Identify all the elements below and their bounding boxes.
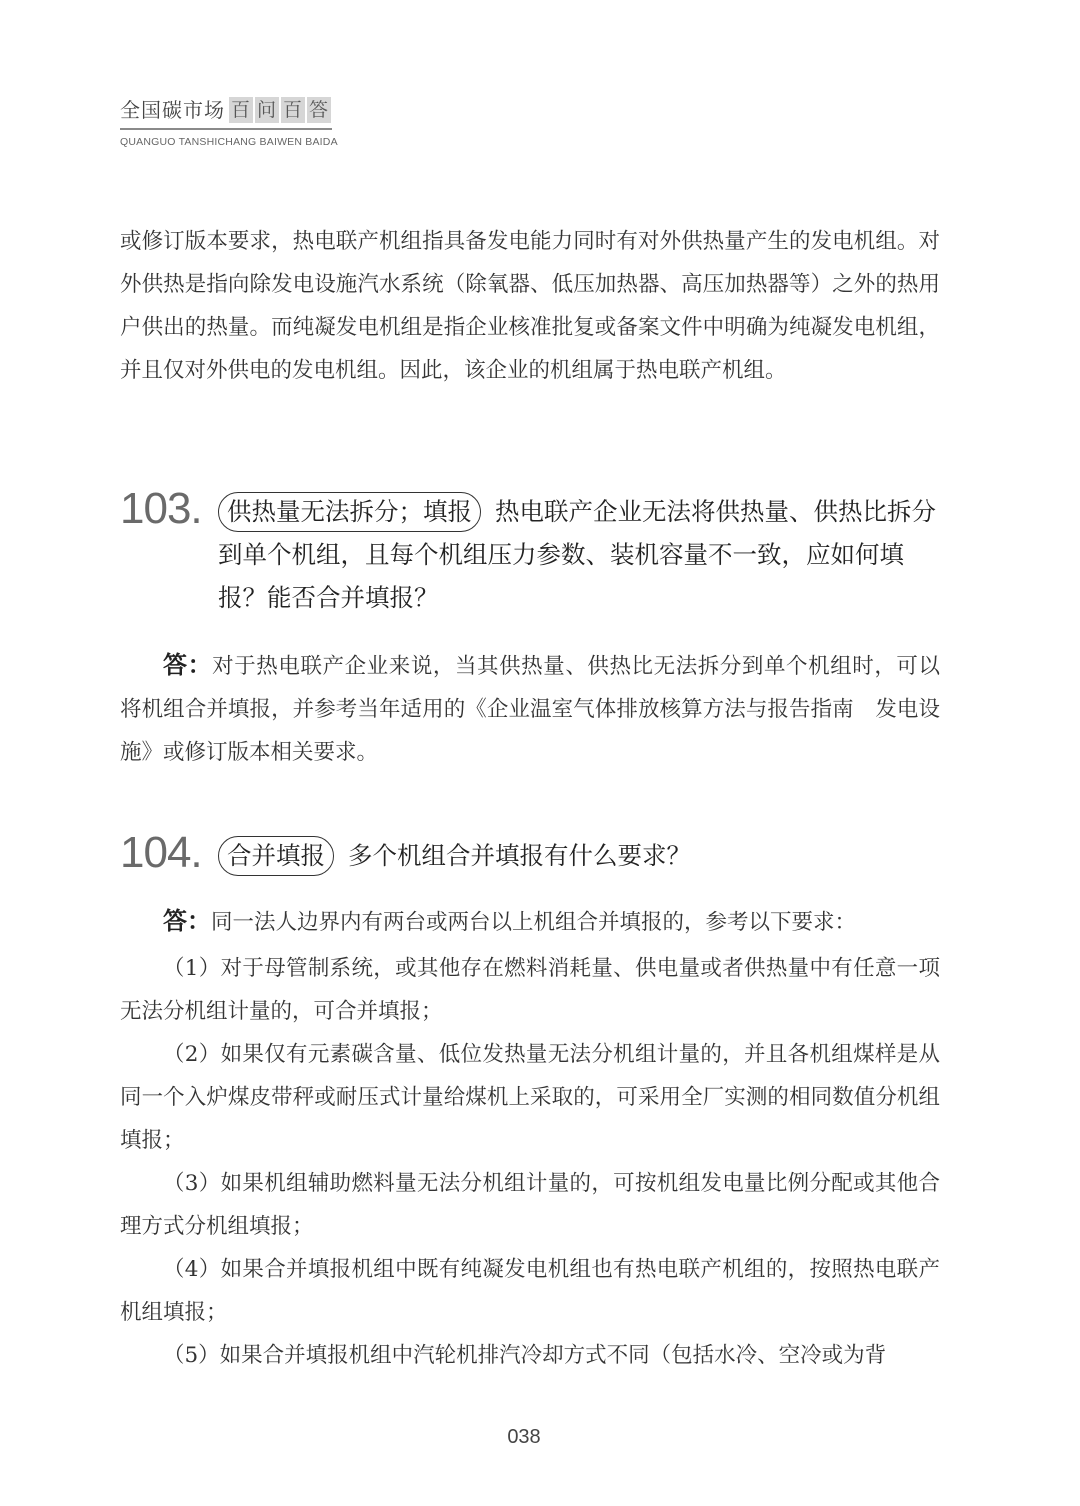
page-number: 038 — [507, 1426, 541, 1448]
running-header — [120, 96, 338, 148]
question-text: 热电联产企业无法将供热量、供热比拆分到单个机组，且每个机组压力参数、装机容量不一致，应如何填报？能否合并填报？ — [218, 497, 936, 612]
header-box-char: 百 — [230, 99, 251, 121]
question-tag: 合并填报 — [218, 836, 334, 876]
answer-intro: 同一法人边界内有两台或两台以上机组合并填报的，参考以下要求： — [211, 910, 857, 935]
answer-label: 答： — [163, 651, 213, 679]
question-tag: 供热量无法拆分；填报 — [218, 492, 481, 532]
header-subtitle: QUANGUO TANSHICHANG BAIWEN BAIDA — [120, 136, 338, 148]
answer-104 — [120, 900, 940, 944]
question-text-block — [218, 834, 940, 877]
answer-items — [120, 947, 940, 1377]
continuation-paragraph: 或修订版本要求，热电联产机组指具备发电能力同时有对外供热量产生的发电机组。对外供热是指向除发电设施汽水系统（除氧器、低压加热器、高压加热器等）之外的热用户供出的热量。而纯凝发电机组是指企业核准批复或备案文件中明确为纯凝发电机组，并且仅对外供电的发电机组。因此，该企业的机组属于热电联产机组。 — [120, 229, 940, 383]
list-item: （5）如果合并填报机组中汽轮机排汽冷却方式不同（包括水冷、空冷或为背 — [163, 1343, 887, 1368]
question-number: 103. — [120, 484, 202, 533]
header-title-main: 全国碳市场 — [120, 98, 225, 122]
list-item: （2）如果仅有元素碳含量、低位发热量无法分机组计量的，并且各机组煤样是从同一个入炉煤皮带秤或耐压式计量给煤机上采取的，可采用全厂实测的相同数值分机组填报； — [120, 1042, 940, 1153]
header-box-char: 百 — [282, 99, 303, 121]
header-title — [120, 96, 338, 124]
answer-text: 对于热电联产企业来说，当其供热量、供热比无法拆分到单个机组时，可以将机组合并填报，并参考当年适用的《企业温室气体排放核算方法与报告指南 发电设施》或修订版本相关要求。 — [120, 654, 940, 765]
answer-label: 答： — [163, 907, 211, 935]
question-number: 104. — [120, 828, 202, 877]
question-text: 多个机组合并填报有什么要求？ — [348, 841, 691, 870]
header-divider — [120, 128, 332, 130]
answer-103 — [120, 644, 940, 774]
header-box-char: 答 — [308, 99, 329, 121]
header-box-char: 问 — [256, 99, 277, 121]
list-item: （1）对于母管制系统，或其他存在燃料消耗量、供电量或者供热量中有任意一项无法分机组计量的，可合并填报； — [120, 956, 940, 1024]
question-text-block — [218, 490, 940, 619]
list-item: （3）如果机组辅助燃料量无法分机组计量的，可按机组发电量比例分配或其他合理方式分机组填报； — [120, 1171, 940, 1239]
list-item: （4）如果合并填报机组中既有纯凝发电机组也有热电联产机组的，按照热电联产机组填报； — [120, 1257, 940, 1325]
